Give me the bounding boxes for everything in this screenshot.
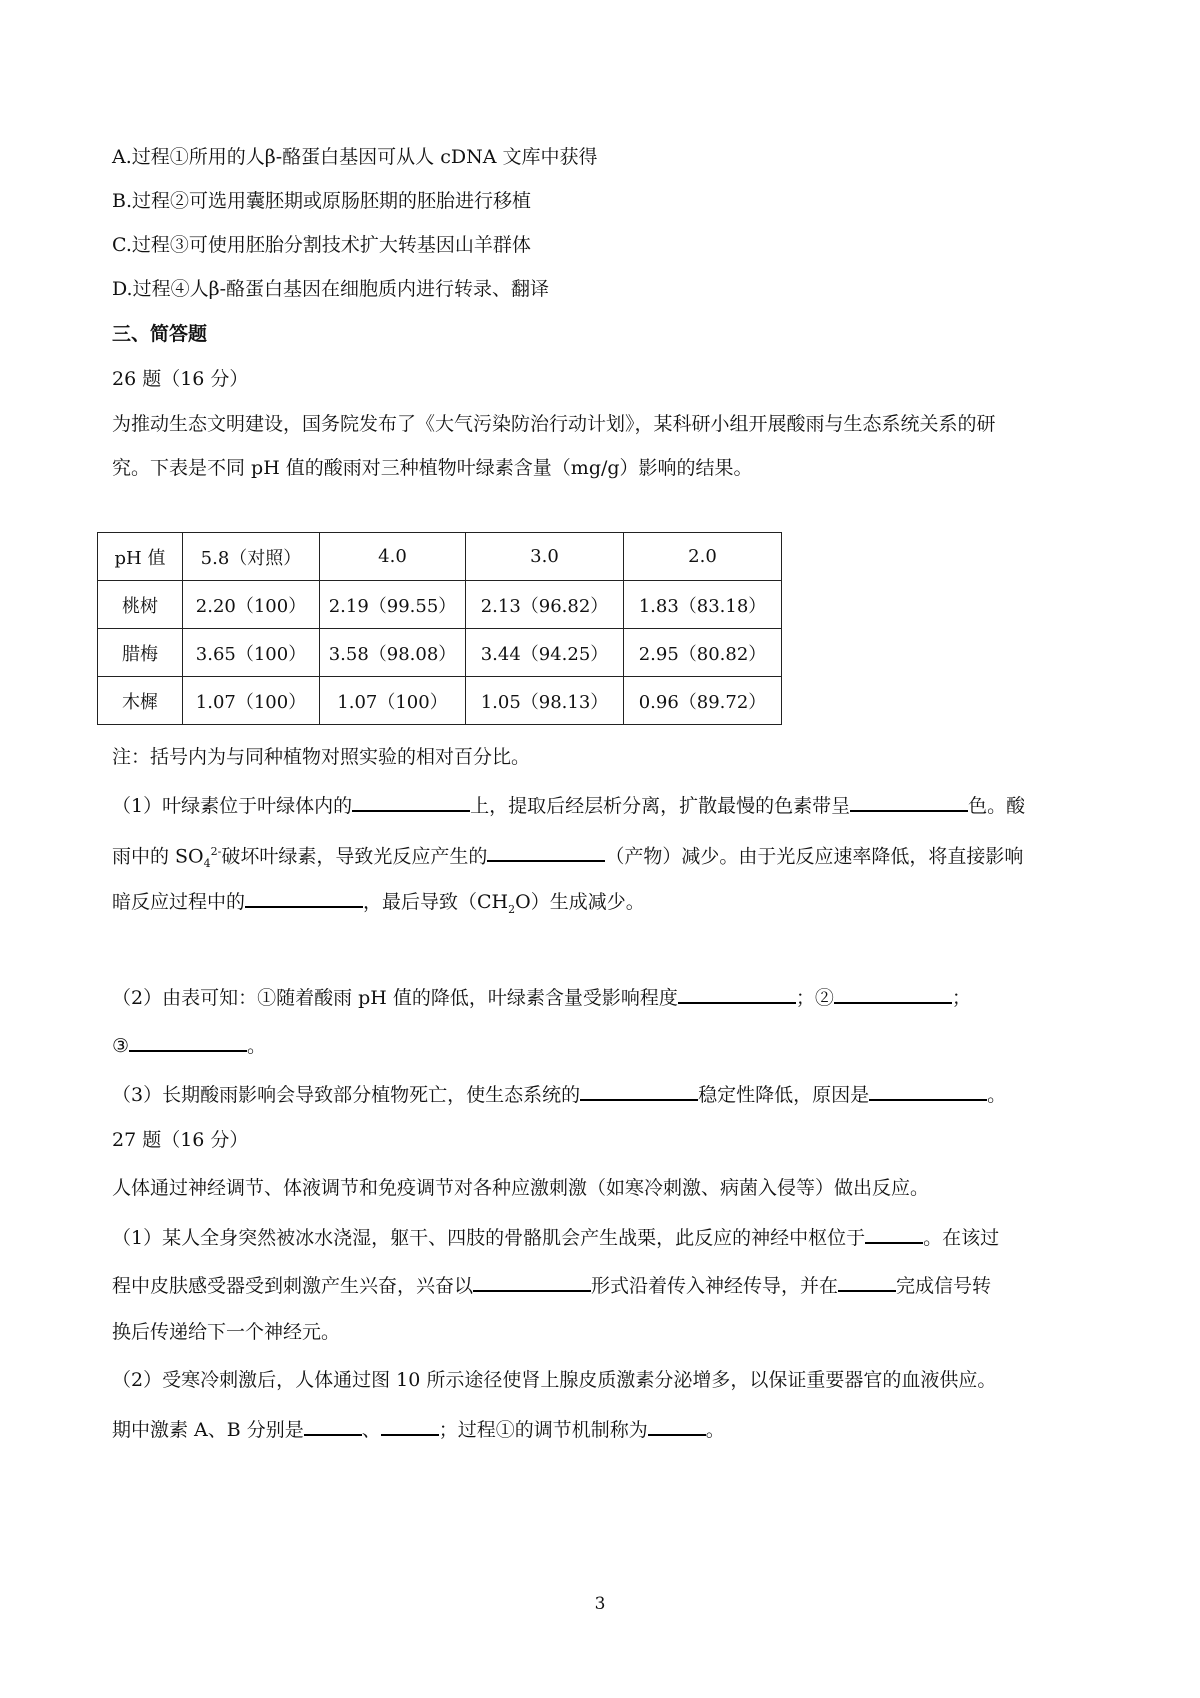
option-a: A.过程①所用的人β-酪蛋白基因可从人 cDNA 文库中获得 (112, 146, 598, 168)
q26-part2-line2 (112, 1032, 266, 1058)
answer-blank[interactable] (580, 1081, 698, 1101)
table-cell: 2.95（80.82） (624, 629, 782, 677)
answer-blank[interactable] (129, 1032, 247, 1052)
table-header-cell: 4.0 (320, 533, 466, 581)
q26-part1-line3 (112, 888, 645, 922)
text-segment: 破坏叶绿素，导致光反应产生的 (221, 845, 488, 868)
answer-blank[interactable] (834, 984, 952, 1004)
text-segment: 期中激素 A、B 分别是 (112, 1419, 304, 1441)
table-row (98, 629, 782, 677)
q26-part1-line2 (112, 840, 1023, 876)
table-cell: 腊梅 (98, 629, 183, 677)
answer-blank[interactable] (304, 1416, 362, 1436)
table-cell: 0.96（89.72） (624, 677, 782, 725)
text-segment: （产物）减少。由于光反应速率降低，将直接影响 (605, 845, 1024, 868)
answer-blank[interactable] (473, 1272, 591, 1292)
q27-intro: 人体通过神经调节、体液调节和免疫调节对各种应激刺激（如寒冷刺激、病菌入侵等）做出反应。 (112, 1177, 930, 1199)
subscript: 2 (508, 902, 516, 916)
answer-blank[interactable] (381, 1416, 439, 1436)
text-segment: 。 (987, 1084, 1007, 1106)
text-segment: 雨中的 SO (112, 845, 204, 868)
page-number: 3 (594, 1594, 606, 1614)
q27-part1-line2 (112, 1272, 991, 1298)
text-segment: O）生成减少。 (515, 891, 645, 913)
answer-blank[interactable] (865, 1224, 923, 1244)
text-segment: 暗反应过程中的 (112, 891, 246, 913)
text-segment: 上，提取后经层析分离，扩散最慢的色素带呈 (470, 795, 851, 817)
text-segment: （3）长期酸雨影响会导致部分植物死亡，使生态系统的 (112, 1084, 581, 1106)
text-segment: 形式沿着传入神经传导，并在 (591, 1275, 839, 1297)
q27-part2-line1: （2）受寒冷刺激后，人体通过图 10 所示途径使肾上腺皮质激素分泌增多，以保证重要器官的血液供应。 (112, 1369, 997, 1391)
table-cell: 3.65（100） (183, 629, 320, 677)
table-cell: 3.44（94.25） (466, 629, 624, 677)
text-segment: 。 (705, 1419, 725, 1441)
q27-part1-line3: 换后传递给下一个神经元。 (112, 1321, 341, 1343)
table-cell: 1.05（98.13） (466, 677, 624, 725)
table-row (98, 677, 782, 725)
q26-part2-line1 (112, 984, 971, 1010)
text-segment: 。在该过 (923, 1227, 1000, 1249)
table-cell: 1.83（83.18） (624, 581, 782, 629)
table-cell: 桃树 (98, 581, 183, 629)
table-header-cell: pH 值 (98, 533, 183, 581)
table-cell: 2.19（99.55） (320, 581, 466, 629)
table-header-cell: 5.8（对照） (183, 533, 320, 581)
text-segment: （2）由表可知：①随着酸雨 pH 值的降低，叶绿素含量受影响程度 (112, 987, 678, 1009)
answer-blank[interactable] (487, 842, 605, 862)
option-c: C.过程③可使用胚胎分割技术扩大转基因山羊群体 (112, 234, 531, 256)
answer-blank[interactable] (648, 1416, 706, 1436)
superscript: 2- (210, 845, 222, 858)
section-title: 三、简答题 (112, 323, 208, 345)
text-segment: （1）叶绿素位于叶绿体内的 (112, 795, 353, 817)
option-b: B.过程②可选用囊胚期或原肠胚期的胚胎进行移植 (112, 190, 532, 212)
answer-blank[interactable] (245, 888, 363, 908)
text-segment: （1）某人全身突然被冰水浇湿，躯干、四肢的骨骼肌会产生战栗，此反应的神经中枢位于 (112, 1227, 866, 1249)
q27-part2-line2 (112, 1416, 725, 1442)
answer-blank[interactable] (352, 792, 470, 812)
q26-intro-line1: 为推动生态文明建设，国务院发布了《大气污染防治行动计划》，某科研小组开展酸雨与生态系统关系的研 (112, 413, 996, 435)
text-segment: ，最后导致（CH (363, 891, 509, 913)
chlorophyll-table (97, 532, 782, 725)
q26-header: 26 题（16 分） (112, 368, 249, 390)
q27-header: 27 题（16 分） (112, 1129, 249, 1151)
text-segment: 、 (361, 1419, 381, 1441)
table-cell: 1.07（100） (320, 677, 466, 725)
text-segment: ； (951, 987, 971, 1009)
text-segment: 完成信号转 (896, 1275, 992, 1297)
table-row (98, 581, 782, 629)
text-segment: ；② (795, 987, 834, 1009)
table-cell: 1.07（100） (183, 677, 320, 725)
q26-intro-line2: 究。下表是不同 pH 值的酸雨对三种植物叶绿素含量（mg/g）影响的结果。 (112, 457, 753, 479)
table-cell: 木樨 (98, 677, 183, 725)
q26-part1-line1 (112, 792, 1025, 818)
table-cell: 2.20（100） (183, 581, 320, 629)
answer-blank[interactable] (678, 984, 796, 1004)
answer-blank[interactable] (869, 1081, 987, 1101)
table-cell: 2.13（96.82） (466, 581, 624, 629)
text-segment: 稳定性降低，原因是 (698, 1084, 870, 1106)
table-header-row (98, 533, 782, 581)
text-segment: 程中皮肤感受器受到刺激产生兴奋，兴奋以 (112, 1275, 474, 1297)
table-cell: 3.58（98.08） (320, 629, 466, 677)
option-d: D.过程④人β-酪蛋白基因在细胞质内进行转录、翻译 (112, 278, 550, 300)
answer-blank[interactable] (850, 792, 968, 812)
text-segment: 。 (247, 1035, 267, 1057)
subscript: 4 (203, 857, 211, 871)
q27-part1-line1 (112, 1224, 999, 1250)
text-segment: ；过程①的调节机制称为 (438, 1419, 648, 1441)
table-note: 注：括号内为与同种植物对照实验的相对百分比。 (112, 746, 531, 768)
q26-part3 (112, 1081, 1006, 1107)
answer-blank[interactable] (838, 1272, 896, 1292)
text-segment: 色。酸 (968, 795, 1026, 817)
text-segment: ③ (112, 1035, 130, 1057)
table-header-cell: 3.0 (466, 533, 624, 581)
table-header-cell: 2.0 (624, 533, 782, 581)
